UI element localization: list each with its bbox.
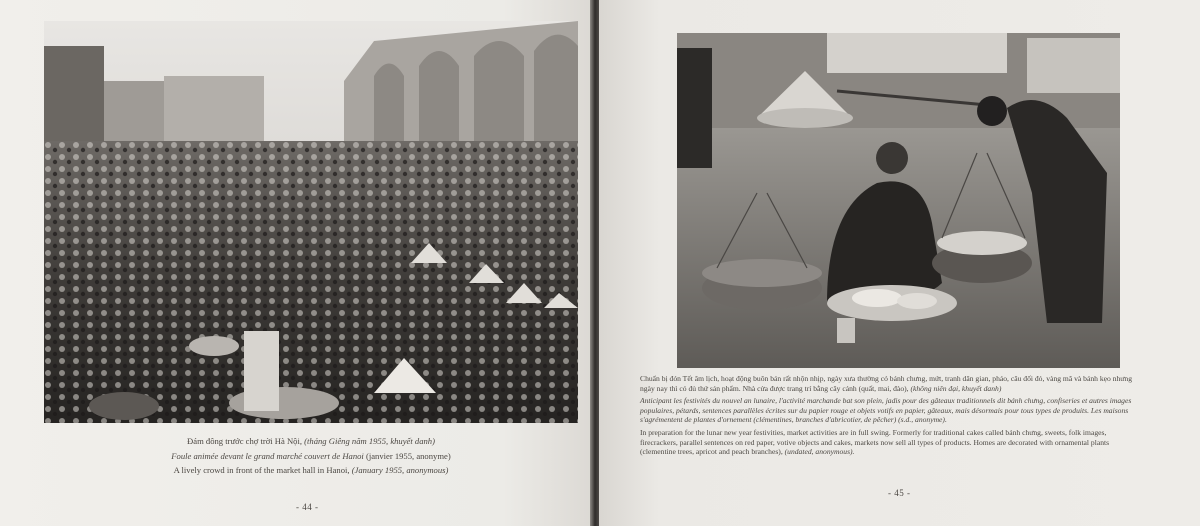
caption-en-credit: (January 1955, anonymous) <box>351 465 449 475</box>
left-caption <box>44 434 578 478</box>
caption-en-text: In preparation for the lunar new year festivities, market activities are in full swing. Formerly for traditional cakes called bánh chưng, sweets, folk images, firecrackers, parallel sentences on red paper, votive objects and cakes, markets now sell all types of products. Homes are decorated with ornamental plants (clementine trees, apricot and peach branches), <box>640 427 1110 457</box>
left-page <box>0 0 592 526</box>
caption-vn-credit: (tháng Giêng năm 1955, khuyết danh) <box>304 436 435 446</box>
caption-english <box>640 428 1140 457</box>
street-vendor-photo <box>677 33 1120 368</box>
caption-fr-text: Foule animée devant le grand marché couvert de Hanoi <box>171 450 364 461</box>
caption-fr-credit: (janvier 1955, anonyme) <box>363 450 451 461</box>
caption-en-text: A lively crowd in front of the market hall in Hanoi, <box>173 465 352 475</box>
caption-english <box>44 463 578 478</box>
page-number-right: - 45 - <box>888 488 911 498</box>
caption-vn-text: Đám đông trước chợ trời Hà Nội, <box>187 436 305 446</box>
right-caption <box>640 374 1140 460</box>
caption-vietnamese <box>640 374 1140 393</box>
caption-vietnamese <box>44 434 578 449</box>
caption-vn-credit: (không niên đại, khuyết danh) <box>910 383 1002 393</box>
page-number-left: - 44 - <box>296 502 319 512</box>
caption-en-credit: (undated, anonymous). <box>784 447 855 457</box>
caption-french: Anticipant les festivités du nouvel an lunaire, l'activité marchande bat son plein, jadis pour des gâteaux traditionnels dit bánh chưng, confiseries et autres images populaires, pétards, sentences parallèles écrites sur du papier rouge et objets votifs en papier, gâteaux, mais désormais pour tous types de produits. Les maisons s'agrémentent de plantes d'ornement (clémentines, branches d'abricotier, de pêcher) (s.d., anonyme). <box>640 396 1132 425</box>
caption-vn-text: Chuẩn bị đón Tết âm lịch, hoạt động buôn bán rất nhộn nhịp, ngày xưa thường có bánh chưng, mứt, tranh dân gian, pháo, câu đối đỏ, vàng mã và bánh kẹo nhưng ngày nay thì có đủ thứ sản phẩm. Nhà cửa được trang trí bằng cây cảnh (quất, mai, đào), <box>640 374 1133 393</box>
caption-french <box>44 449 578 464</box>
market-crowd-photo <box>44 21 578 423</box>
